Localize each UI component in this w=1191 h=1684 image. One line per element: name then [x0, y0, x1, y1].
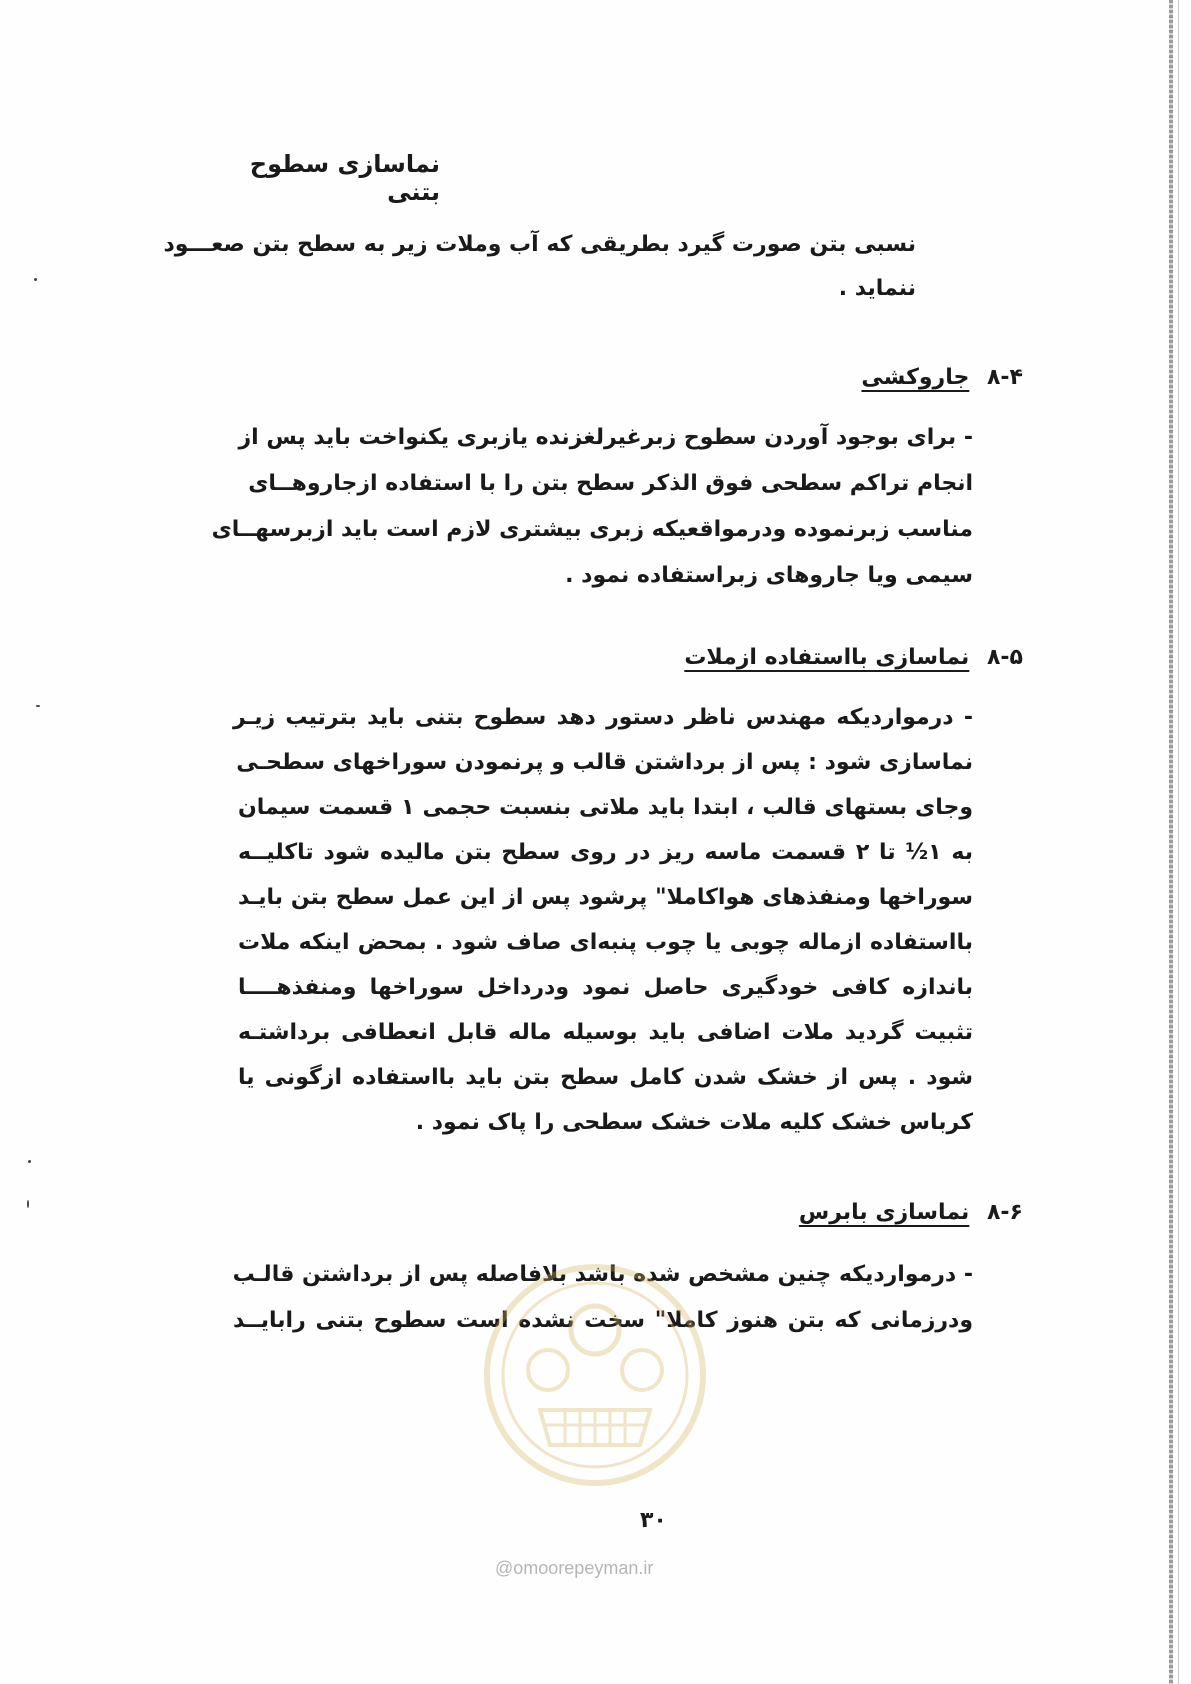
page-number: ۳۰: [640, 1508, 667, 1533]
scan-speck: [27, 1200, 29, 1208]
text-line: نماسازی شود : پس از برداشتن قالب و پرنمودن سوراخهای سطحـی: [236, 750, 973, 775]
text-line: بااستفاده ازماله چوبی یا چوب پنبه‌ای صاف شود . بمحض اینکه ملات: [238, 930, 973, 955]
section-heading-8-5: [684, 645, 1023, 670]
scan-edge-border: [1169, 0, 1173, 1684]
text-line: تثبیت گردید ملات اضافی باید بوسیله ماله قابل انعطافی برداشتـه: [238, 1020, 973, 1045]
section-heading-8-4: [861, 365, 1023, 390]
text-line: ودرزمانی که بتن هنوز کاملا" سخت نشده است سطوح بتنی رابایــد: [233, 1308, 973, 1333]
intro-paragraph: [163, 232, 916, 312]
text-line: ننماید .: [838, 276, 916, 301]
scan-speck: [34, 278, 37, 281]
text-line: انجام تراکم سطحی فوق الذکر سطح بتن را با استفاده ازجاروهــای: [248, 471, 973, 496]
text-line: نسبی بتن صورت گیرد بطریقی که آب وملات زیر به سطح بتن صعـــود: [163, 232, 916, 257]
section-number: ۸-۴: [987, 365, 1023, 390]
section-title: نماسازی بابرس: [798, 1200, 970, 1225]
text-line: کرباس خشک کلیه ملات خشک سطحی را پاک نمود .: [415, 1110, 973, 1135]
section-8-4-body: [211, 425, 973, 605]
page-title: نماسازی سطوح بتنی: [249, 150, 440, 206]
scan-edge-line: [1178, 0, 1179, 1684]
watermark-seal-icon: [480, 1260, 710, 1490]
text-line: سیمی ویا جاروهای زبراستفاده نمود .: [565, 563, 973, 588]
text-line: به ۱½ تا ۲ قسمت ماسه ریز در روی سطح بتن مالیده شود تاکلیــه: [238, 840, 973, 865]
text-line: - درمواردیکه چنین مشخص شده باشد بلافاصله پس از برداشتن قالـب: [232, 1262, 973, 1287]
text-line: باندازه کافی خودگیری حاصل نمود ودرداخل سوراخها ومنفذهــــا: [238, 975, 973, 1000]
section-number: ۸-۶: [987, 1200, 1023, 1225]
text-line: وجای بستهای قالب ، ابتدا باید ملاتی بنسبت حجمی ۱ قسمت سیمان: [238, 795, 973, 820]
scan-speck: [36, 705, 40, 707]
scan-speck: [28, 1160, 31, 1163]
text-line: - برای بوجود آوردن سطوح زبرغیرلغزنده یازبری یکنواخت باید پس از: [238, 425, 973, 450]
section-number: ۸-۵: [987, 645, 1023, 670]
watermark-site-text: @omoorepeyman.ir: [495, 1558, 654, 1578]
section-heading-8-6: [799, 1200, 1023, 1225]
text-line: سوراخها ومنفذهای هواکاملا" پرشود پس از این عمل سطح بتن بایـد: [238, 885, 973, 910]
text-line: - درمواردیکه مهندس ناظر دستور دهد سطوح بتنی باید بترتیب زیـر: [233, 705, 973, 730]
text-line: شود . پس از خشک شدن کامل سطح بتن باید بااستفاده ازگونی یا: [238, 1065, 973, 1090]
section-title: نماسازی بااستفاده ازملات: [684, 645, 970, 670]
section-8-5-body: [233, 705, 973, 1155]
text-line: مناسب زبرنموده ودرمواقعیکه زبری بیشتری لازم است باید ازبرسهــای: [211, 517, 973, 542]
section-title: جاروکشی: [861, 365, 970, 390]
